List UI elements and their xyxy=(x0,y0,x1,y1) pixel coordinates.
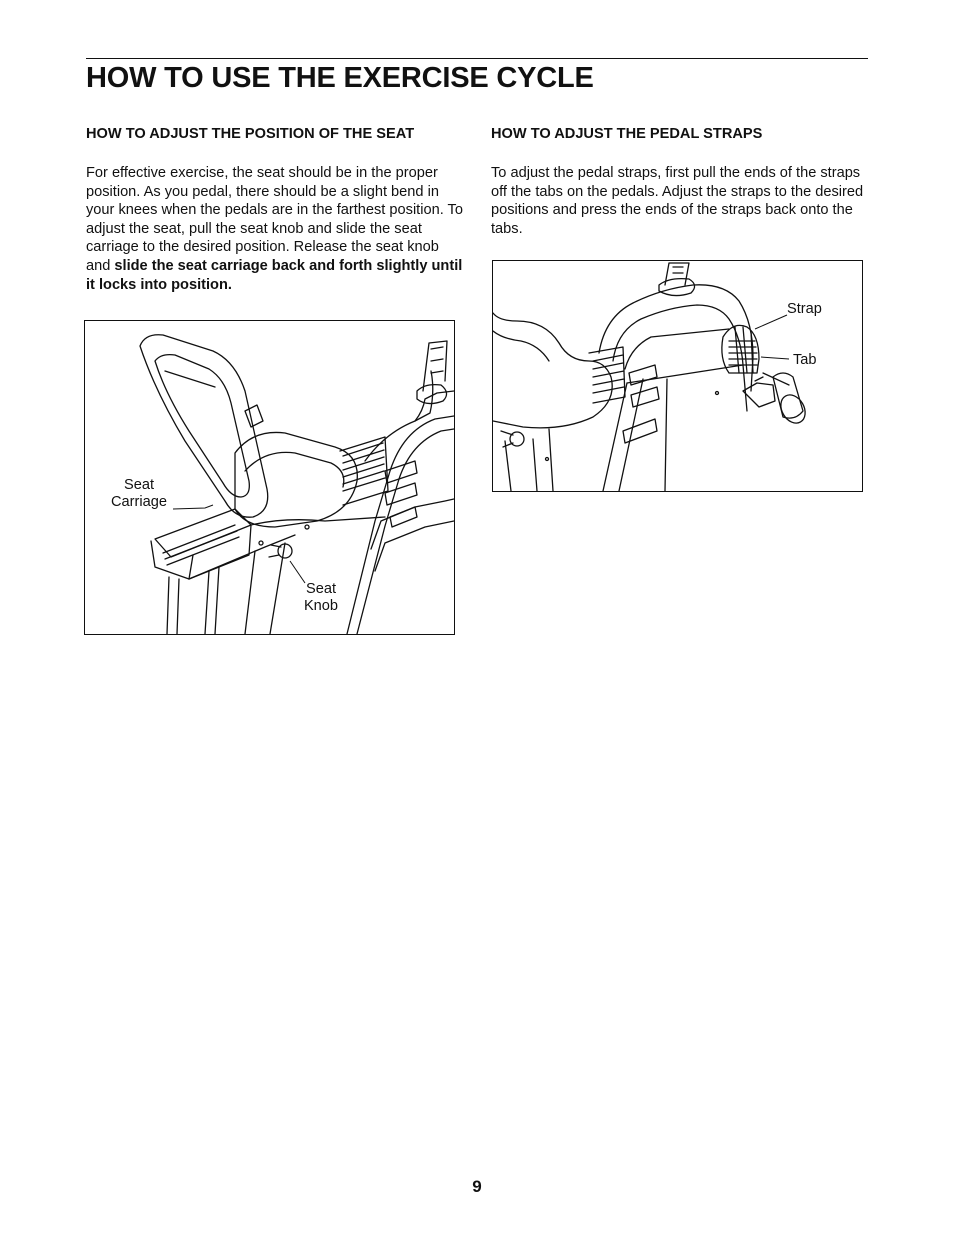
title-rule xyxy=(86,58,868,59)
seat-knob-callout xyxy=(291,581,351,615)
strap-section xyxy=(491,125,867,238)
seat-carriage-label-line-2: Carriage xyxy=(111,494,167,510)
strap-instructions-text: To adjust the pedal straps, first pull the ends of the straps off the tabs on the pedals. Adjust the straps to the desired positions and press the ends of the straps back onto the tabs. xyxy=(491,165,864,237)
strap-section-heading: HOW TO ADJUST THE PEDAL STRAPS xyxy=(491,126,763,142)
tab-callout: Tab xyxy=(793,352,817,368)
seat-section-heading: HOW TO ADJUST THE POSITION OF THE SEAT xyxy=(86,126,415,142)
seat-instructions-emphasis: slide the seat carriage back and forth slightly until it locks into position. xyxy=(86,257,463,293)
strap-callout: Strap xyxy=(787,301,822,317)
seat-instructions-text: For effective exercise, the seat should be in the proper position. As you pedal, there should be a slight bend in your knees when the pedals are in the farthest position. To adjust the seat, pull the seat knob and slide the seat carriage to the desired position. Release the seat knob and xyxy=(86,165,463,274)
pedal-strap-figure xyxy=(492,260,863,492)
seat-carriage-label-line-1: Seat xyxy=(123,477,155,493)
seat-carriage-callout xyxy=(97,477,181,511)
page-title: HOW TO USE THE EXERCISE CYCLE xyxy=(86,62,594,94)
page-number: 9 xyxy=(472,1177,482,1196)
seat-knob-label-line-2: Knob xyxy=(303,598,339,614)
seat-section xyxy=(86,125,464,294)
seat-adjustment-figure xyxy=(84,320,455,635)
pedal-strap-illustration xyxy=(493,261,862,491)
seat-knob-label-line-1: Seat xyxy=(305,581,337,597)
seat-section-paragraph xyxy=(86,164,464,294)
